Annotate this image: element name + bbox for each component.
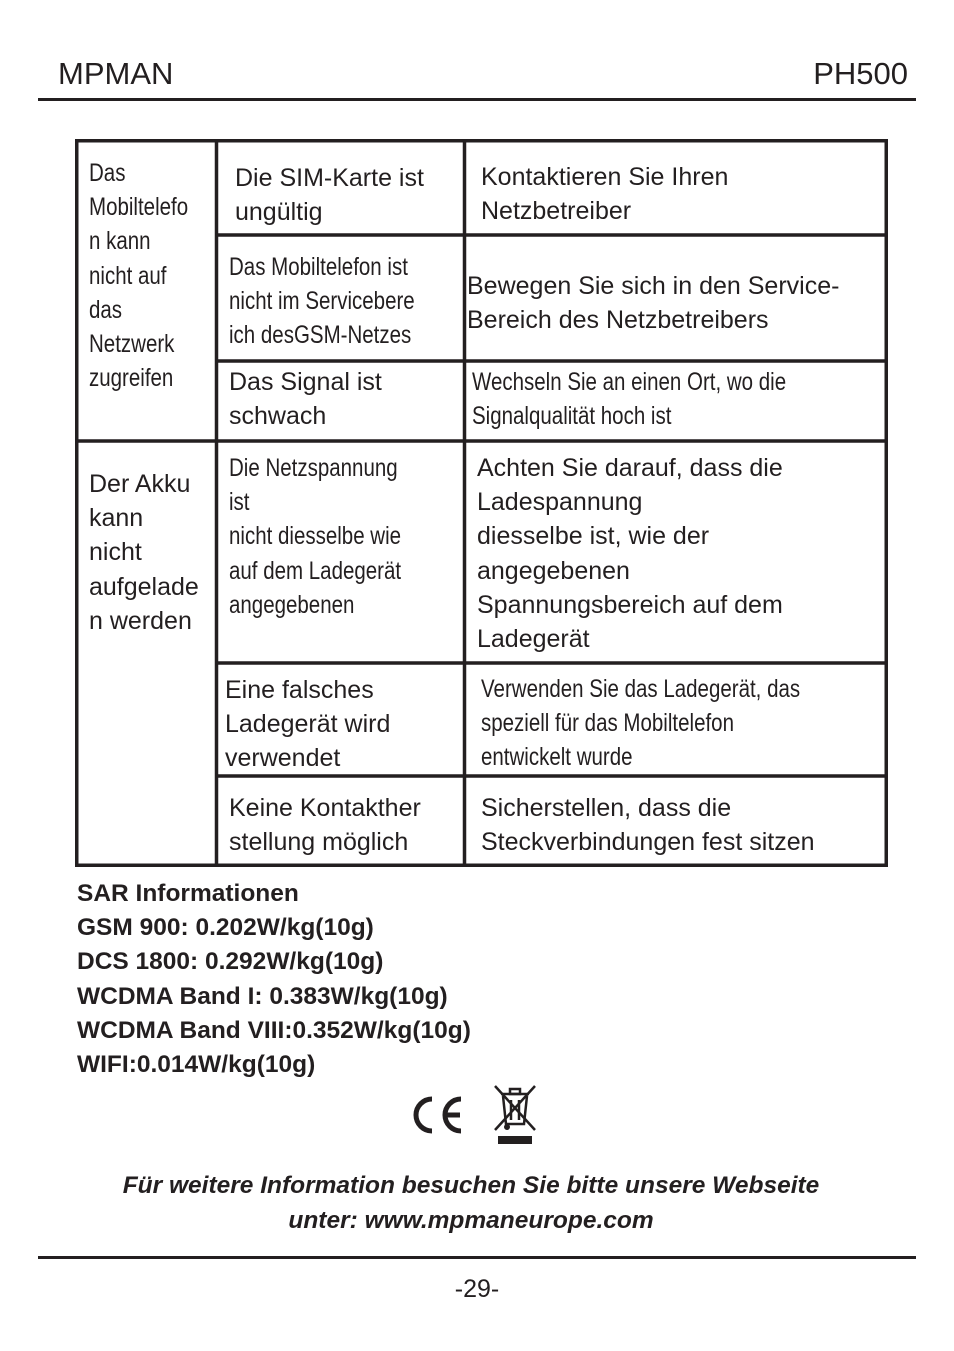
problem-battery-not-charging	[89, 467, 219, 638]
solution-contact-operator	[481, 160, 881, 228]
solution-label: Wechseln Sie an einen Ort, wo die Signalqualität hoch ist	[472, 368, 787, 431]
ce-mark-icon	[408, 1095, 466, 1135]
problem-network-access	[89, 156, 219, 441]
sar-information	[77, 877, 471, 1082]
troubleshooting-table	[75, 139, 888, 867]
cause-label: Eine falsches Ladegerät wird verwendet	[225, 676, 391, 773]
solution-change-location	[472, 365, 882, 433]
solution-label: Sicherstellen, dass die Steckverbindungen fest sitzen	[481, 794, 815, 857]
solution-check-voltage	[477, 451, 883, 656]
solution-label: Kontaktieren Sie Ihren Netzbetreiber	[481, 163, 729, 226]
solution-label: Verwenden Sie das Ladegerät, das speziell für das Mobiltelefon entwickelt wurde	[481, 675, 801, 772]
sar-line-dcs1800: DCS 1800: 0.292W/kg(10g)	[77, 948, 384, 976]
solution-check-connectors	[481, 791, 883, 859]
problem-label: Der Akku kann nicht aufgelade n werden	[89, 470, 199, 635]
website-note-line1: Für weitere Information besuchen Sie bitte unsere Webseite	[122, 1172, 820, 1199]
solution-label: Bewegen Sie sich in den Service- Bereich des Netzbetreibers	[467, 272, 840, 335]
sar-line-wifi: WIFI:0.014W/kg(10g)	[77, 1051, 316, 1079]
sar-line-gsm900: GSM 900: 0.202W/kg(10g)	[77, 914, 374, 942]
cause-label: Das Signal ist schwach	[229, 368, 382, 431]
cause-label: Keine Kontakther stellung möglich	[229, 794, 421, 857]
cause-label: Das Mobiltelefon ist nicht im Servicebere ich desGSM-Netzes	[229, 253, 415, 350]
cause-voltage-mismatch	[229, 451, 465, 622]
crossed-out-wheelie-bin-icon	[492, 1084, 538, 1146]
footer-divider	[38, 1256, 916, 1259]
sar-title: SAR Informationen	[77, 880, 299, 907]
cause-label: Die Netzspannung ist nicht diesselbe wie auf dem Ladegerät angegebenen	[229, 454, 402, 619]
solution-use-original-charger	[481, 672, 883, 775]
website-note	[30, 1168, 912, 1238]
page-number: -29-	[454, 1275, 500, 1303]
sar-line-wcdma-band8: WCDMA Band VIII:0.352W/kg(10g)	[77, 1016, 471, 1044]
header-brand: MPMAN	[58, 56, 174, 91]
header-model: PH500	[813, 56, 908, 91]
solution-move-to-service-area	[467, 269, 887, 337]
cause-sim-invalid	[235, 161, 465, 229]
cause-wrong-charger	[225, 673, 465, 776]
cause-outside-service-area	[229, 250, 465, 353]
cause-no-contact	[229, 791, 465, 859]
header-divider	[38, 98, 916, 101]
cause-label: Die SIM-Karte ist ungültig	[235, 164, 424, 227]
problem-label: Das Mobiltelefo n kann nicht auf das Netzwerk zugreifen	[89, 159, 189, 393]
solution-label: Achten Sie darauf, dass die Ladespannung diesselbe ist, wie der angegebenen Spannungsbereich auf dem Ladegerät	[477, 454, 783, 654]
cause-weak-signal	[229, 365, 465, 433]
sar-line-wcdma-band1: WCDMA Band I: 0.383W/kg(10g)	[77, 982, 448, 1010]
website-note-line2: unter: www.mpmaneurope.com	[288, 1207, 654, 1234]
